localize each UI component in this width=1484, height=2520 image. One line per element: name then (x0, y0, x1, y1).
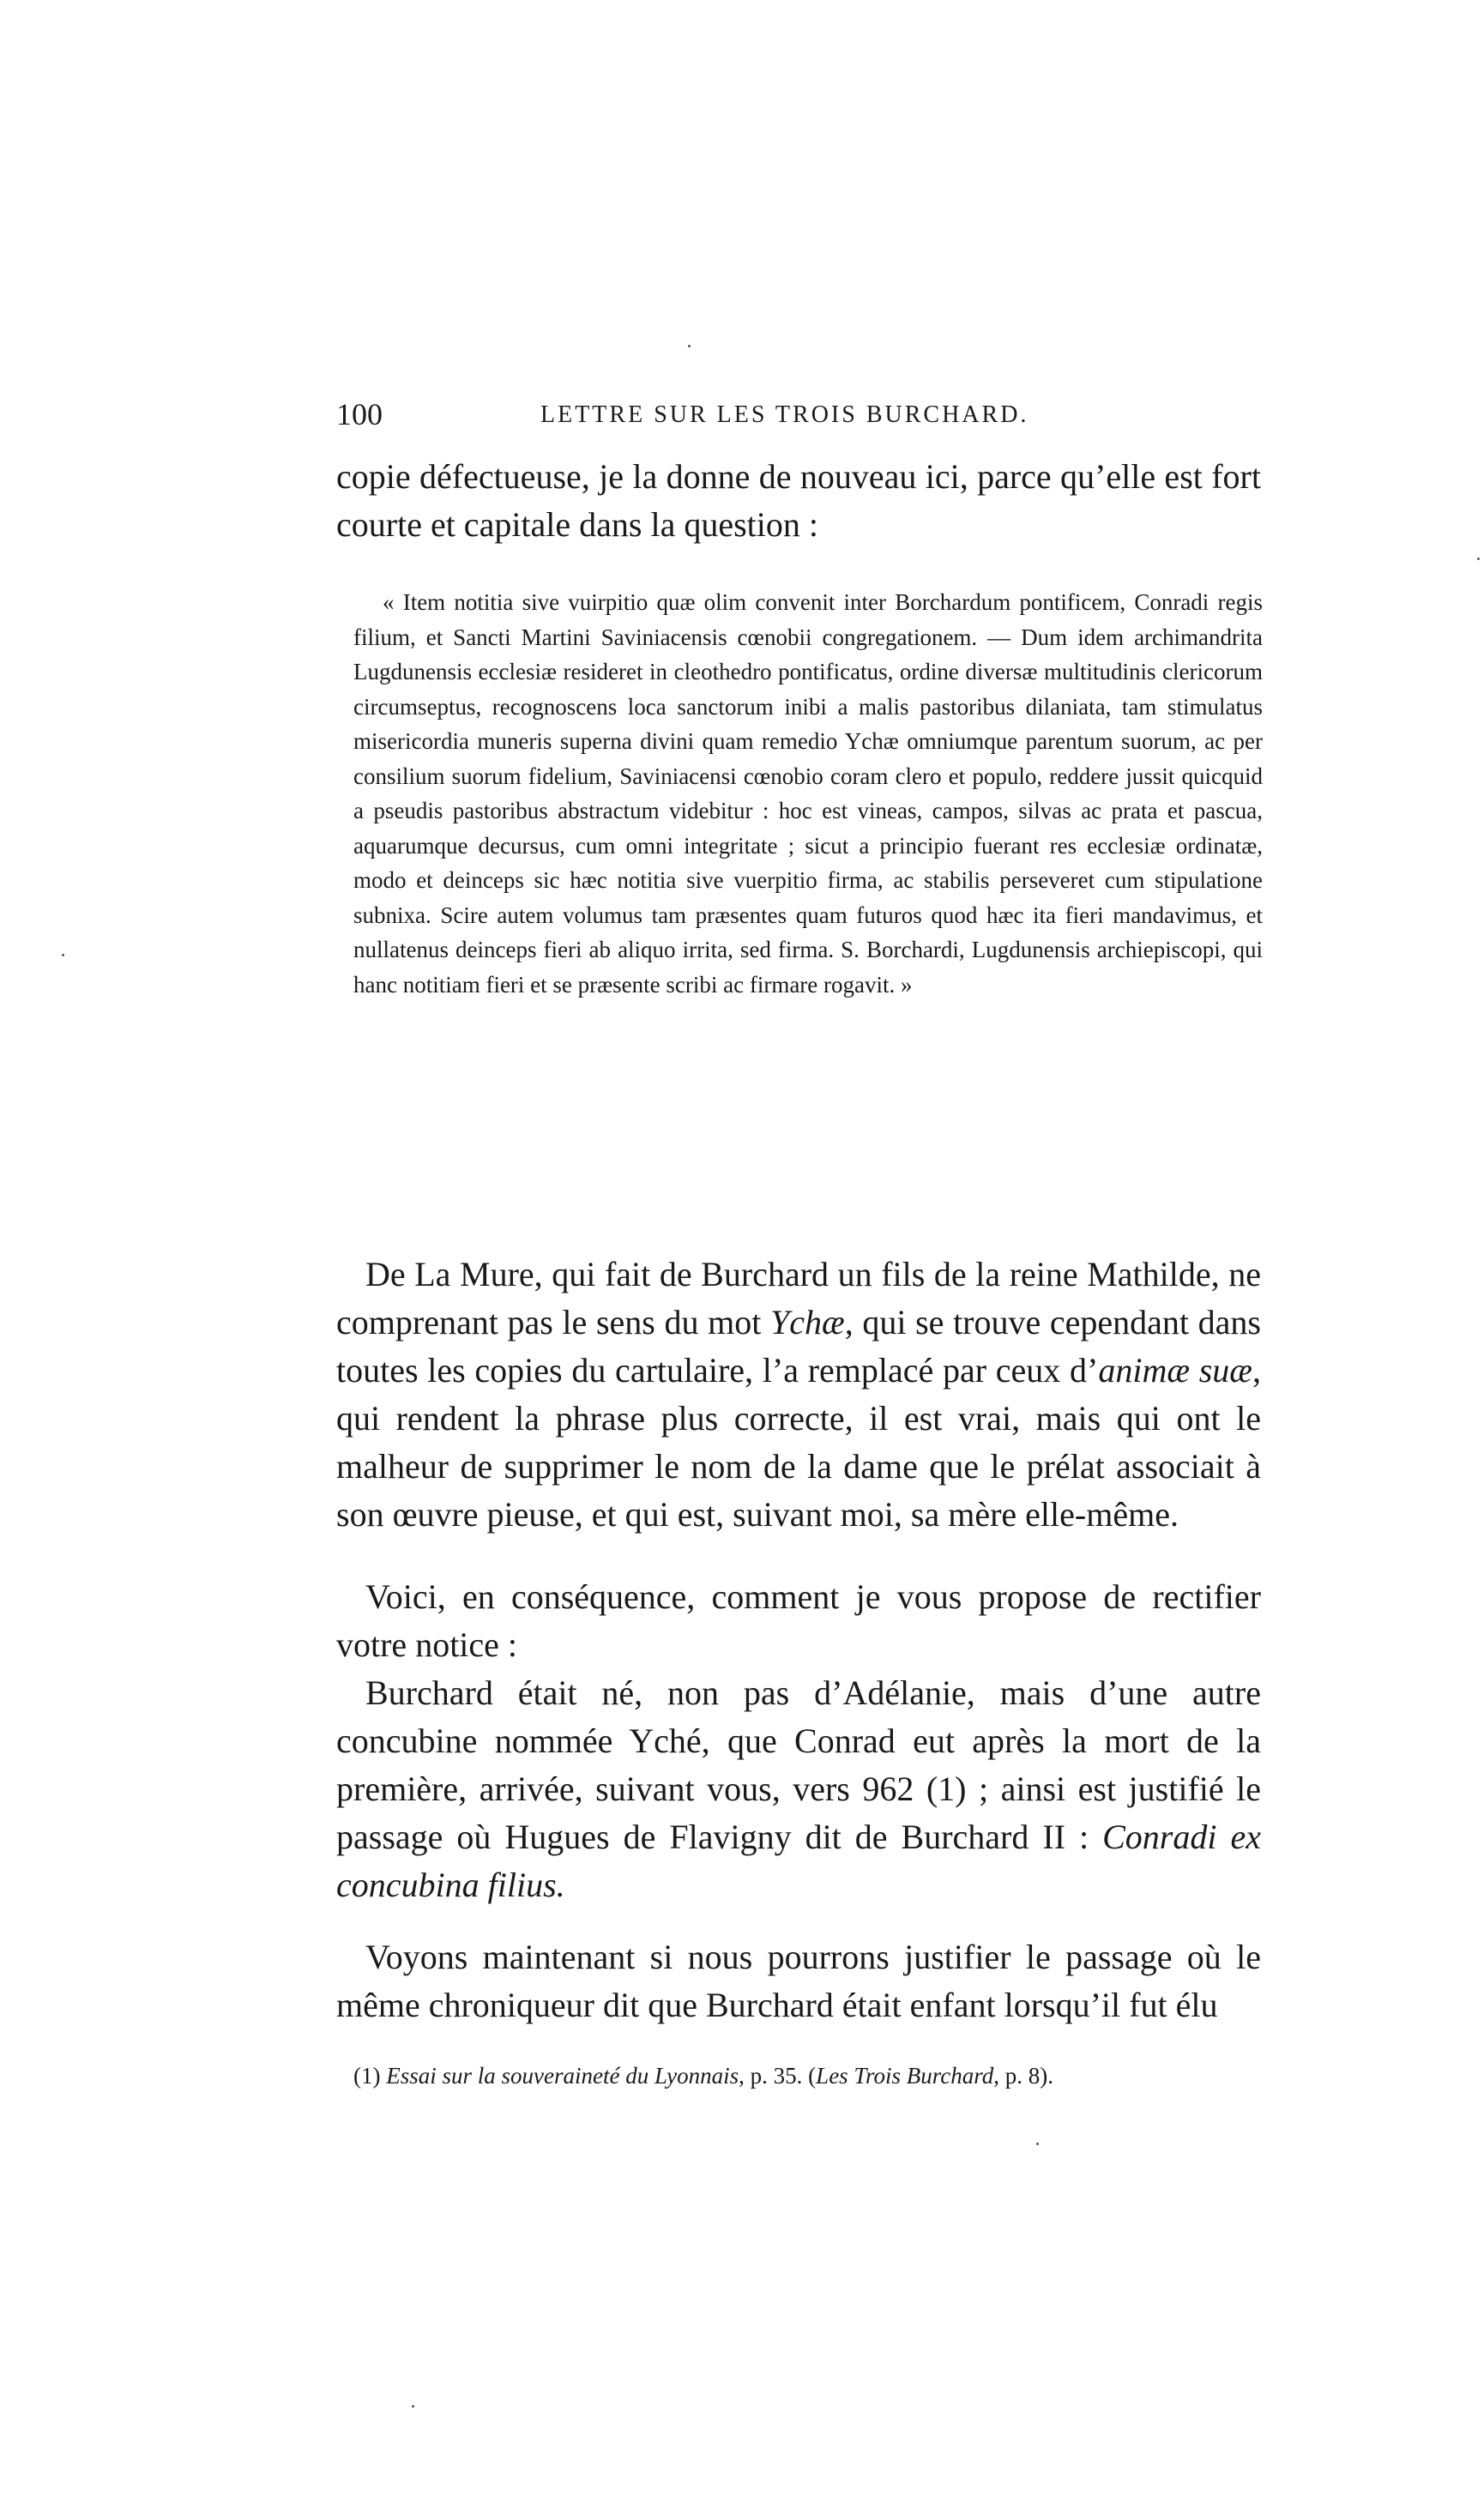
running-title: LETTRE SUR LES TROIS BURCHARD. (540, 401, 1029, 428)
paragraph-burchard-origin (336, 1669, 1261, 1909)
footnote-text: , p. 35. ( (739, 2063, 817, 2089)
footnote (353, 2059, 1263, 2093)
print-speck (62, 954, 64, 956)
print-speck (688, 345, 691, 347)
footnote-title: Essai sur la souveraineté du Lyonnais (386, 2063, 739, 2089)
paragraph-voici: Voici, en conséquence, comment je vous propose de rectifier votre notice : (336, 1577, 1261, 1664)
paragraph-text: De La Mure, qui fait de Burchard un fils de la reine Mathilde, ne comprenant pas le sens du mot (336, 1255, 1261, 1341)
footnote-text: , p. 8). (993, 2063, 1053, 2089)
latin-charter-quote: « Item notitia sive vuirpitio quæ olim convenit inter Borchardum pontificem, Conradi regis filium, et Sancti Martini Saviniacensis cœnobii congregationem. — Dum idem archimandrita Lugdunensis ecclesiæ resideret in cleothedro pontificatus, ordine diversæ multitudinis clericorum circumseptus, recognoscens loca sanctorum inibi a malis pastoribus dilaniata, tam stimulatus misericordia muneris superna divini quam remedio Ychæ omniumque parentum suorum, ac per consilium suorum fidelium, Saviniacensi cœnobio coram clero et populo, reddere jussit quicquid a pseudis pastoribus abstractum videbitur : hoc est vineas, campos, silvas ac prata et pascua, aquarumque decursus, cum omni integritate ; sicut a principio fuerant res ecclesiæ ordinatæ, modo et deinceps sic hæc notitia sive vuerpitio firma, ac stabilis perseveret cum stipulatione subnixa. Scire autem volumus tam præsentes quam futuros quod hæc ita fieri mandavimus, et nullatenus deinceps fieri ab aliquo irrita, sed firma. S. Borchardi, Lugdunensis archiepiscopi, qui hanc notitiam fieri et se præsente scribi ac firmare rogavit. » (353, 589, 1263, 998)
print-speck (1477, 558, 1480, 560)
paragraph-intro: copie défectueuse, je la donne de nouveau ici, parce qu’elle est fort courte et capitale dans la question : (336, 457, 1261, 544)
paragraph-voyons: Voyons maintenant si nous pourrons justifier le passage où le même chroniqueur dit que Burchard était enfant lorsqu’il fut élu (336, 1938, 1261, 2024)
paragraph-text: , qui rendent la phrase plus correcte, il est vrai, mais qui ont le malheur de supprimer le nom de la dame que le prélat associait à son œuvre pieuse, et qui est, suivant moi, sa mère elle-même. (336, 1351, 1261, 1534)
paragraph-de-la-mure (336, 1251, 1261, 1539)
paragraph-text: , qui se trouve cependant dans toutes les copies du cartulaire, l’a remplacé par ceux d’ (336, 1303, 1261, 1390)
paragraph-text: Burchard était né, non pas d’Adélanie, mais d’une autre concubine nommée Yché, que Conrad eut après la mort de la première, arrivée, suivant vous, vers 962 (1) ; ainsi est justifié le passage où Hugues de Flavigny dit de Burchard II : (336, 1673, 1261, 1856)
page-header (336, 396, 1261, 439)
italic-words-animae-suae: animæ suæ (1098, 1351, 1252, 1390)
print-speck (412, 2405, 414, 2408)
footnote-work: Les Trois Burchard (816, 2063, 994, 2089)
print-speck (1036, 2143, 1039, 2145)
italic-word-ychae: Ychæ (770, 1303, 845, 1341)
page-number: 100 (336, 397, 383, 431)
footnote-marker: (1) (353, 2063, 381, 2089)
italic-quote-conradi: Conradi ex concubina filius. (336, 1818, 1261, 1904)
